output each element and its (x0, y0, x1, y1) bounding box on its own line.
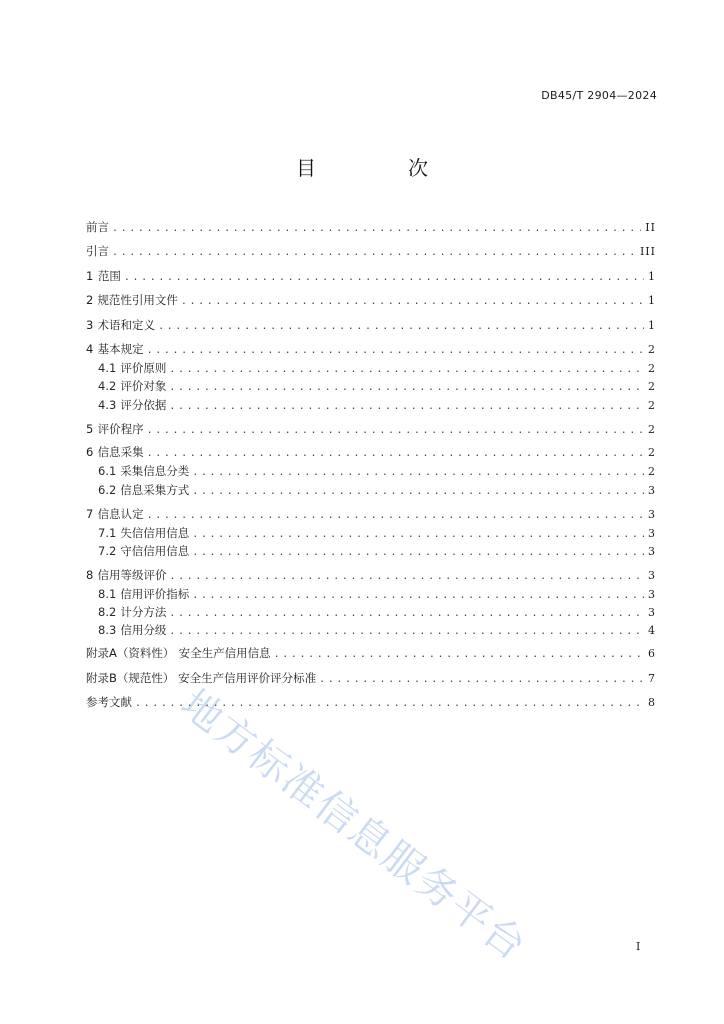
toc-entry-label: 评价原则 (120, 361, 167, 375)
toc-dot-leader (147, 445, 644, 462)
toc-entry-label: 前言 (86, 220, 109, 234)
toc-entry[interactable] (86, 506, 656, 523)
toc-entry-page: 2 (648, 446, 656, 459)
toc-entry-label: 评价程序 (97, 422, 144, 436)
toc-entry[interactable] (86, 341, 656, 358)
toc-entry-page: 2 (648, 343, 656, 356)
toc-dot-leader (112, 220, 641, 237)
toc-entry[interactable] (98, 586, 656, 603)
toc-entry-label: 采集信息分类 (120, 464, 190, 478)
toc-dot-leader (147, 422, 644, 439)
toc-entry-number: 4.1 (98, 361, 117, 375)
toc-dot-leader (147, 342, 644, 359)
toc-dot-leader (169, 623, 644, 640)
toc-entry-page: 3 (648, 545, 656, 558)
toc-entry[interactable] (86, 421, 656, 438)
toc-entry-label: 评分依据 (120, 398, 167, 412)
toc-entry-label: 安全生产信用信息 (178, 646, 271, 660)
toc-entry-page: 1 (648, 294, 656, 307)
toc-entry-page: 1 (648, 319, 656, 332)
toc-entry-page: 2 (648, 362, 656, 375)
toc-entry-number: 1 (86, 269, 94, 283)
toc-entry-label: 参考文献 (86, 695, 132, 709)
toc-dot-leader (192, 464, 644, 481)
toc-dot-leader (124, 269, 644, 286)
toc-dot-leader (192, 483, 644, 500)
toc-entry-label: 评价对象 (120, 379, 167, 393)
toc-entry[interactable] (86, 444, 656, 461)
toc-dot-leader (169, 379, 644, 396)
toc-entry-number: 7.1 (98, 526, 117, 540)
toc-entry-label: 信息采集方式 (120, 483, 190, 497)
toc-entry-label: 安全生产信用评价评分标准 (178, 671, 317, 685)
toc-entry-number: 5 (86, 422, 94, 436)
toc-entry[interactable] (98, 463, 656, 480)
toc-entry[interactable] (86, 243, 656, 260)
toc-entry-label: 规范性引用文件 (97, 293, 178, 307)
toc-entry-label: 信息认定 (97, 507, 144, 521)
toc-entry-number: 8 (86, 568, 94, 582)
toc-dot-leader (319, 671, 644, 688)
toc-entry-number: 4 (86, 342, 94, 356)
toc-entry[interactable] (86, 670, 656, 687)
toc-entry-page: III (639, 245, 656, 258)
toc-entry-label: 信用等级评价 (97, 568, 167, 582)
document-code: DB45/T 2904—2024 (541, 89, 657, 102)
toc-entry-page: 2 (648, 399, 656, 412)
toc-entry-page: 3 (648, 606, 656, 619)
toc-entry-label: 术语和定义 (97, 318, 156, 332)
toc-entry-number: 4.3 (98, 398, 117, 412)
toc-dot-leader (135, 695, 644, 712)
toc-entry-page: 1 (648, 270, 656, 283)
toc-entry-label: 计分方法 (120, 605, 167, 619)
toc-entry-number: 8.2 (98, 605, 117, 619)
toc-entry[interactable] (86, 292, 656, 309)
toc-entry[interactable] (98, 360, 656, 377)
toc-entry-number: 6 (86, 445, 94, 459)
toc-entry[interactable] (98, 525, 656, 542)
toc-dot-leader (169, 361, 644, 378)
toc-entry[interactable] (98, 622, 656, 639)
toc-entry-number: 6.2 (98, 483, 117, 497)
page-number: I (636, 940, 641, 953)
toc-title: 目 次 (296, 156, 464, 180)
toc-dot-leader (192, 587, 644, 604)
toc-entry-number: 6.1 (98, 464, 117, 478)
toc-entry-number: 附录A（资料性） (86, 646, 175, 660)
toc-entry[interactable] (86, 219, 656, 236)
toc-entry-label: 失信信用信息 (120, 526, 190, 540)
toc-dot-leader (169, 398, 644, 415)
toc-entry-label: 范围 (97, 269, 121, 283)
toc-entry-page: 3 (648, 508, 656, 521)
toc-dot-leader (181, 293, 644, 310)
toc-entry[interactable] (86, 694, 656, 711)
watermark: 地方标准信息服务平台 (172, 680, 536, 971)
toc-dot-leader (147, 507, 644, 524)
toc-dot-leader (192, 544, 644, 561)
toc-entry[interactable] (86, 268, 656, 285)
toc-entry[interactable] (98, 397, 656, 414)
toc-entry-label: 守信信用信息 (120, 544, 190, 558)
toc-entry-number: 7 (86, 507, 94, 521)
toc-dot-leader (169, 568, 644, 585)
toc-entry-page: 4 (648, 624, 656, 637)
toc-entry-number: 3 (86, 318, 94, 332)
toc-entry-number: 7.2 (98, 544, 117, 558)
toc-entry-page: 7 (648, 672, 656, 685)
toc-entry[interactable] (98, 482, 656, 499)
toc-entry-page: 2 (648, 465, 656, 478)
toc-entry[interactable] (98, 543, 656, 560)
toc-dot-leader (158, 318, 644, 335)
toc-entry-number: 附录B（规范性） (86, 671, 175, 685)
toc-entry[interactable] (86, 645, 656, 662)
toc-entry[interactable] (86, 567, 656, 584)
toc-entry-number: 4.2 (98, 379, 117, 393)
toc-entry-page: 3 (648, 588, 656, 601)
toc-entry[interactable] (98, 378, 656, 395)
toc-entry-number: 8.3 (98, 623, 117, 637)
toc-dot-leader (192, 526, 644, 543)
toc-entry-page: 6 (648, 647, 656, 660)
toc-entry-number: 8.1 (98, 587, 117, 601)
toc-entry-page: 3 (648, 569, 656, 582)
toc-entry[interactable] (98, 604, 656, 621)
toc-dot-leader (274, 646, 644, 663)
toc-entry-page: 8 (648, 696, 656, 709)
toc-entry-label: 信用分级 (120, 623, 167, 637)
toc-entry-page: 3 (648, 527, 656, 540)
toc-entry-page: 2 (648, 423, 656, 436)
toc-entry-label: 信息采集 (97, 445, 144, 459)
toc-entry-label: 信用评价指标 (120, 587, 190, 601)
toc-entry-page: 3 (648, 484, 656, 497)
toc-entry-label: 基本规定 (97, 342, 144, 356)
toc-entry-label: 引言 (86, 244, 109, 258)
toc-entry[interactable] (86, 317, 656, 334)
toc-entry-page: 2 (648, 380, 656, 393)
toc-dot-leader (112, 244, 636, 261)
toc-entry-number: 2 (86, 293, 94, 307)
toc-dot-leader (169, 605, 644, 622)
toc-entry-page: II (645, 221, 656, 234)
